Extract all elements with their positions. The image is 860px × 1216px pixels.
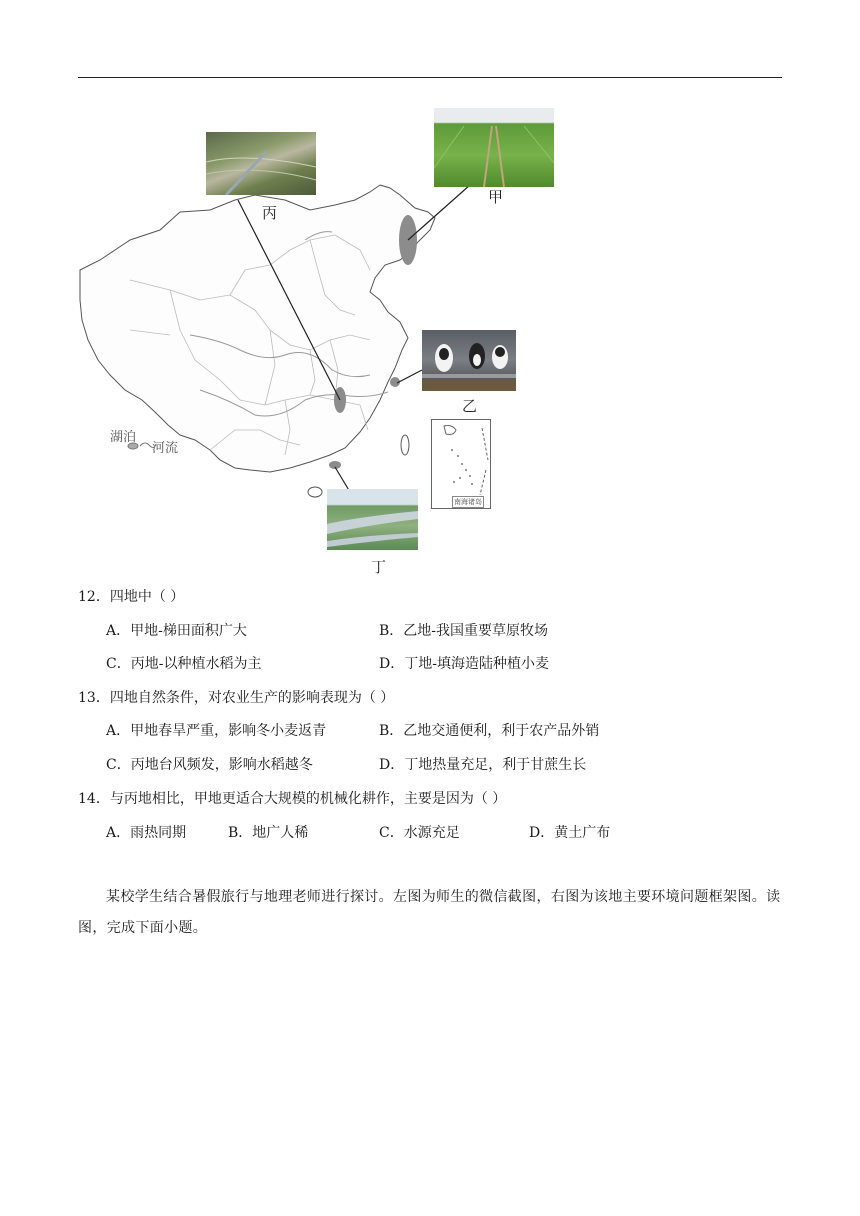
photo-bing-terraces (206, 132, 316, 195)
photo-jia-wheatfield (434, 108, 554, 187)
question-12-option-b[interactable]: B．乙地-我国重要草原牧场 (379, 623, 549, 639)
question-14-option-b[interactable]: B．地广人稀 (228, 825, 309, 841)
question-14-stem: 14．与丙地相比，甲地更适合大规模的机械化耕作，主要是因为（ ） (78, 791, 507, 807)
taiwan (401, 435, 409, 455)
question-14-option-c[interactable]: C．水源充足 (379, 825, 460, 841)
cows-drawing (422, 330, 516, 391)
inset-islands (432, 420, 490, 508)
question-12-option-d[interactable]: D．丁地-填海造陆种植小麦 (379, 656, 549, 672)
legend-river: 河流 (152, 441, 179, 456)
hainan (308, 487, 322, 497)
header-rule (78, 77, 782, 78)
delta-drawing (327, 489, 418, 550)
question-13-stem: 13．四地自然条件，对农业生产的影响表现为（ ） (78, 690, 395, 706)
question-12-option-a[interactable]: A．甲地-梯田面积广大 (106, 623, 247, 639)
question-14-option-d[interactable]: D．黄土广布 (529, 825, 611, 841)
leader-yi (397, 370, 422, 383)
question-13-option-c[interactable]: C．丙地台风频发，影响水稻越冬 (106, 757, 313, 773)
legend-lake: 湖泊 (110, 430, 137, 445)
wheat-rows (434, 108, 554, 187)
photo-yi-dairy-cows (422, 330, 516, 391)
question-14-option-a[interactable]: A．雨热同期 (106, 825, 187, 841)
question-13-option-a[interactable]: A．甲地春旱严重，影响冬小麦返青 (106, 723, 327, 739)
label-ding: 丁 (371, 558, 387, 576)
passage-paragraph: 某校学生结合暑假旅行与地理老师进行探讨。左图为师生的微信截图，右图为该地主要环境问题框架图。读图，完成下面小题。 (78, 889, 781, 936)
label-yi: 乙 (462, 397, 478, 415)
terrace-lines (206, 132, 316, 195)
south-china-sea-inset (431, 419, 491, 509)
photo-ding-river-delta (327, 489, 418, 550)
china-agriculture-map-figure (70, 100, 530, 580)
label-jia: 甲 (488, 188, 504, 206)
label-bing: 丙 (262, 204, 278, 222)
question-12-stem: 12．四地中（ ） (78, 589, 185, 605)
inset-label: 南海诸岛 (454, 498, 482, 506)
question-13-option-b[interactable]: B．乙地交通便利，利于农产品外销 (379, 723, 600, 739)
question-13-option-d[interactable]: D．丁地热量充足，利于甘蔗生长 (379, 757, 587, 773)
question-12-option-c[interactable]: C．丙地-以种植水稻为主 (106, 656, 262, 672)
